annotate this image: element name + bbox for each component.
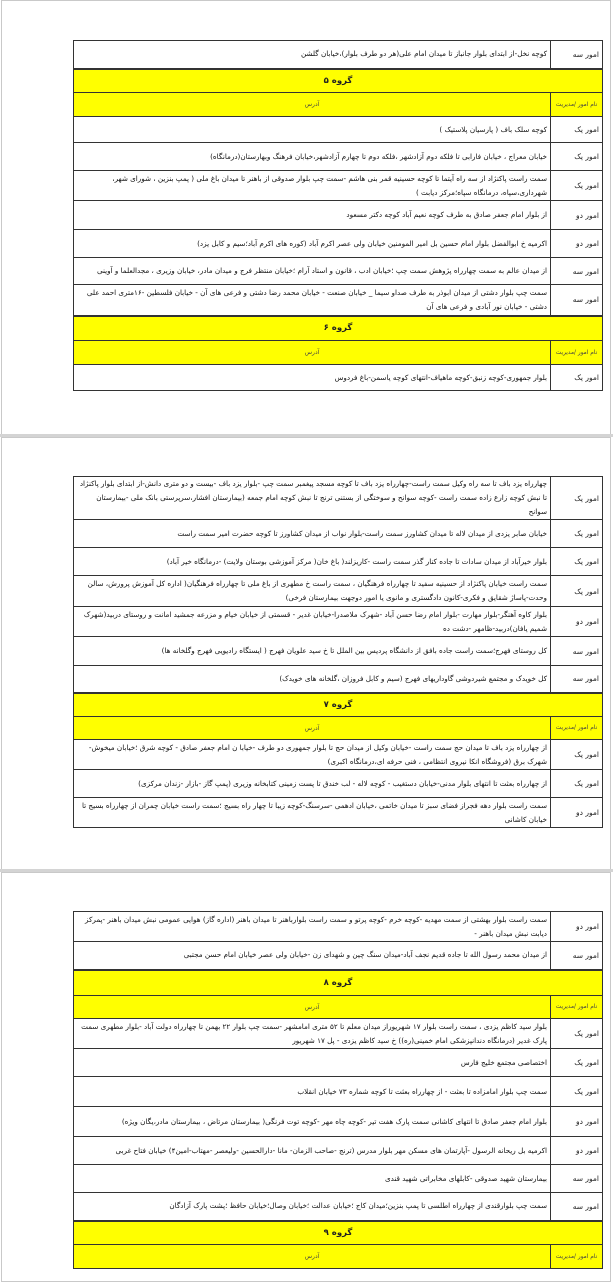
column-header-unit: نام امور /مدیریت — [551, 341, 603, 365]
address-cell: از چهارراه یزد باف تا میدان حج سمت راست -خیابان وکیل از میدان حج تا بلوار جمهوری دو طرف -خیابا ن امام جعفر صادق - کوچه شرق ؛خیابان میخوش-شهرک برق (فروشگاه انکا نیروی انتظامی ، فنی حرفه ای،درمانگاه اکبری) — [74, 740, 551, 770]
address-cell: سمت راست بلوار بهشتی از سمت مهدیه -کوچه خرم -کوچه پرتو و سمت راست بلوارباهنر تا میدان باهنر (اداره گاز) هوایی عمومی نبش میدان باهنر -پمرکز دیابت نبش میدان باهنر - — [74, 912, 551, 942]
address-cell: بلوار خیرآباد از میدان سادات تا جاده کنار گذر سمت راست -کاریزلند( باغ خان( مرکز آموزشی بوستان ولایت) -درمانگاه خیر آباد) — [74, 548, 551, 576]
column-header-row — [74, 996, 603, 1019]
group-header-row — [74, 970, 603, 996]
unit-cell: امور سه — [551, 258, 603, 285]
table-row — [74, 1019, 603, 1049]
unit-cell: امور دو — [551, 1137, 603, 1165]
table-row — [74, 143, 603, 171]
address-cell: چهارراه یزد باف تا سه راه وکیل سمت راست-چهارراه یزد باف تا کوچه مسجد پیغمبر سمت چپ -بلوار یزد باف -بیست و دو متری دانش-از ابتدای بلوار پاکنژاد تا نبش کوچه زارع زاده سمت راست -کوچه سوانح و سوختگی از بستنی ترنج تا نبش کوچه امام جمعه (بیمارستان افشار،سرپرستی بانک ملی -بیمارستان سوانح — [74, 477, 551, 520]
address-cell: کل خویدک و مجتمع شیردوشی گاوداریهای فهرج (سیم و کابل فروزان ،گلخانه های خویدک) — [74, 666, 551, 693]
address-cell: از چهارراه بعثت تا انتهای بلوار مدنی-خیابان دستغیب - کوچه لاله - لب خندق تا پست زمینی کتابخانه وزیری (پمپ گاز -بازار -زندان مرکزی) — [74, 770, 551, 798]
unit-cell: امور یک — [551, 770, 603, 798]
address-cell: کوچه سلک باف ( پارسیان پلاستیک ) — [74, 117, 551, 143]
table-row — [74, 1165, 603, 1193]
table-row — [74, 942, 603, 970]
table-row — [74, 666, 603, 693]
table-row — [74, 912, 603, 942]
table-row — [74, 740, 603, 770]
address-cell: از بلوار امام جعفر صادق به طرف کوچه نعیم آباد کوچه دکتر مسعود — [74, 201, 551, 230]
unit-cell: امور دو — [551, 798, 603, 828]
column-header-row — [74, 341, 603, 365]
unit-cell: امور سه — [551, 285, 603, 316]
column-header-address: آدرس — [74, 93, 551, 117]
schedule-table — [73, 911, 603, 1269]
table-row — [74, 1049, 603, 1077]
address-cell: خیابان صابر یزدی از میدان لاله تا میدان کشاورز سمت راست-بلوار نواب از میدان کشاورز تا کوچه حضرت امیر سمت راست — [74, 520, 551, 548]
column-header-address: آدرس — [74, 996, 551, 1019]
schedule-table — [73, 476, 603, 828]
table-row — [74, 1077, 603, 1107]
address-cell: اکرمیه خ ابوالفضل بلوار امام حسین بل امیر المومنین خیابان ولی عصر اکرم آباد (کوره های اکرم آباد؛سیم و کابل یزد) — [74, 230, 551, 258]
unit-cell: امور یک — [551, 740, 603, 770]
column-header-unit: نام امور /مدیریت — [551, 1245, 603, 1269]
column-header-unit: نام امور /مدیریت — [551, 93, 603, 117]
group-title: گروه ۷ — [74, 693, 603, 717]
table-row — [74, 285, 603, 316]
table-row — [74, 230, 603, 258]
unit-cell: امور یک — [551, 1049, 603, 1077]
table-row — [74, 548, 603, 576]
unit-cell: امور سه — [551, 1165, 603, 1193]
group-header-row — [74, 69, 603, 93]
table-row — [74, 477, 603, 520]
column-header-address: آدرس — [74, 1245, 551, 1269]
address-cell: بلوار سید کاظم یزدی ، سمت راست بلوار ۱۷ شهریوراز میدان معلم تا ۵۲ متری امامشهر -سمت چپ بلوار ۲۲ بهمن تا چهارراه دولت آباد -بلوار مطهری سمت پارک غدیر (درمانگاه دندانپزشکی امام خمینی(ره)) خ سید کاظم یزدی - پل ۱۷ شهریور — [74, 1019, 551, 1049]
table-row — [74, 1137, 603, 1165]
unit-cell: امور دو — [551, 912, 603, 942]
table-row — [74, 365, 603, 391]
document-page-3 — [1, 872, 611, 1282]
address-cell: سمت راست بلوار دهه فجراز فضای سبز تا میدان خاتمی ،خیابان ادهمی -سرسنگ-کوچه زیبا تا چهار راه بسیج ؛سمت راست خیابان چمران از چهارراه بسیج تا خیابان کاشانی — [74, 798, 551, 828]
column-header-address: آدرس — [74, 717, 551, 740]
unit-cell: امور یک — [551, 143, 603, 171]
column-header-row — [74, 717, 603, 740]
table-row — [74, 798, 603, 828]
address-cell: اختصاصی مجتمع خلیج فارس — [74, 1049, 551, 1077]
column-header-unit: نام امور /مدیریت — [551, 717, 603, 740]
address-cell: کل روستای فهرج؛سمت راست جاده بافق از دانشگاه پردیس بین الملل تا خ سید علویان فهرج ( ایستگاه رادیویی فهرج وگلخانه ها) — [74, 637, 551, 666]
unit-cell: امور سه — [551, 666, 603, 693]
address-cell: بیمارستان شهید صدوقی -کابلهای مخابراتی شهید قندی — [74, 1165, 551, 1193]
table-row — [74, 1107, 603, 1137]
group-title: گروه ۵ — [74, 69, 603, 93]
address-cell: از میدان عالم به سمت چهارراه پژوهش سمت چپ ؛خیابان ادب ، قانون و استاد آرام ؛خیابان منتظر فرج و میدان مادر، خیابان وزیری ، مجدالعلما و آوینی — [74, 258, 551, 285]
table-row — [74, 258, 603, 285]
unit-cell: امور دو — [551, 1107, 603, 1137]
table-row — [74, 201, 603, 230]
address-cell: خیابان معراج ، خیابان فارابی تا فلکه دوم آزادشهر ،فلکه دوم تا چهارم آزادشهر،خیابان فرهنگ وبهارستان(درمانگاه) — [74, 143, 551, 171]
address-cell: سمت چپ بلوارقندی از چهارراه اطلسی تا پمپ بنزین؛میدان کاج ؛خیابان عدالت ؛خیابان وصال؛خیابان حافظ ؛پشت پارک آزادگان — [74, 1193, 551, 1221]
group-title: گروه ۹ — [74, 1221, 603, 1245]
table-row — [74, 117, 603, 143]
document-page-1 — [1, 0, 611, 435]
address-cell: بلوار امام جعفر صادق تا انتهای کاشانی سمت پارک هفت تیر -کوچه چاه مهر -کوچه توت فرنگی( بیمارستان مرتاض ، بیمارستان مادر،یگان ویژه) — [74, 1107, 551, 1137]
table-row — [74, 520, 603, 548]
table-row — [74, 637, 603, 666]
unit-cell: امور دو — [551, 607, 603, 637]
unit-cell: امور سه — [551, 1193, 603, 1221]
table-row — [74, 171, 603, 201]
column-header-unit: نام امور /مدیریت — [551, 996, 603, 1019]
column-header-row — [74, 1245, 603, 1269]
unit-cell: امور یک — [551, 548, 603, 576]
unit-cell: امور دو — [551, 230, 603, 258]
schedule-table — [73, 40, 603, 391]
group-title: گروه ۶ — [74, 316, 603, 341]
unit-cell: امور یک — [551, 576, 603, 607]
column-header-address: آدرس — [74, 341, 551, 365]
table-row — [74, 576, 603, 607]
group-header-row — [74, 1221, 603, 1245]
table-row — [74, 41, 603, 69]
address-cell: سمت چپ بلوار امامزاده تا بعثت - از چهارراه بعثت تا کوچه شماره ۷۳ خیابان انقلاب — [74, 1077, 551, 1107]
address-cell: سمت راست پاکنژاد از سه راه آیتما تا کوچه حسینیه قمر بنی هاشم -سمت چپ بلوار صدوقی از باهنر تا میدان باغ ملی ( پمپ بنزین ، شورای شهر، شهرداری،سپاه، درمانگاه سپاه؛مرکز دیابت ) — [74, 171, 551, 201]
unit-cell: امور یک — [551, 1077, 603, 1107]
unit-cell: امور یک — [551, 171, 603, 201]
unit-cell: امور دو — [551, 201, 603, 230]
table-row — [74, 1193, 603, 1221]
unit-cell: امور سه — [551, 942, 603, 970]
group-header-row — [74, 316, 603, 341]
address-cell: سمت راست خیابان پاکنژاد از حسینیه سفید تا چهارراه فرهنگیان ، سمت راست خ مطهری از باغ ملی تا چهارراه فرهنگیان( اداره کل آموزش پرورش، سالن وحدت-پاساژ شقایق و فکری-کانون دادگستری و مانوی یا امور دوجهت بیمارستان فرخی) — [74, 576, 551, 607]
unit-cell: امور سه — [551, 637, 603, 666]
address-cell: اکرمیه بل ریحانه الرسول -آپارتمان های مسکن مهر بلوار مدرس (ترنج -صاحب الزمان- مانا -دارالحسین -ولیعصر -مهتاب-امین۴) خیابان فتاح غربی — [74, 1137, 551, 1165]
address-cell: بلوار جمهوری-کوچه زنبق-کوچه ماهیاف-انتهای کوچه یاسمن-باغ فردوس — [74, 365, 551, 391]
unit-cell: امور یک — [551, 477, 603, 520]
document-page-2 — [1, 437, 611, 870]
address-cell: بلوار کاوه آهنگر-بلوار مهارت -بلوار امام رضا حسن آباد -شهرک ملاصدرا-خیابان غدیر - قسمتی از خیابان خیام و مزرعه جمشید امانت و روستای دربید(شهرک شمیم یافان)دربید-ظامهر -دشت ده — [74, 607, 551, 637]
table-row — [74, 770, 603, 798]
unit-cell: امور یک — [551, 520, 603, 548]
group-header-row — [74, 693, 603, 717]
unit-cell: امور یک — [551, 117, 603, 143]
group-title: گروه ۸ — [74, 970, 603, 996]
table-row — [74, 607, 603, 637]
address-cell: سمت چپ بلوار دشتی از میدان ابوذر به طرف صداو سیما _ خیابان صنعت - خیابان محمد رضا دشتی و فرعی های آن - خیابان فلسطین -۱۶متری احمد علی دشتی - خیابان نور آبادی و فرعی های آن — [74, 285, 551, 316]
address-cell: کوچه نخل-از ابتدای بلوار جانباز تا میدان امام علی(هر دو طرف بلوار)،خیابان گلشن — [74, 41, 551, 69]
unit-cell: امور سه — [551, 41, 603, 69]
column-header-row — [74, 93, 603, 117]
address-cell: از میدان محمد رسول الله تا جاده قدیم نجف آباد-میدان سنگ چین و شهدای زن -خیابان ولی عصر خیابان امام حسن مجتبی — [74, 942, 551, 970]
unit-cell: امور یک — [551, 1019, 603, 1049]
unit-cell: امور یک — [551, 365, 603, 391]
